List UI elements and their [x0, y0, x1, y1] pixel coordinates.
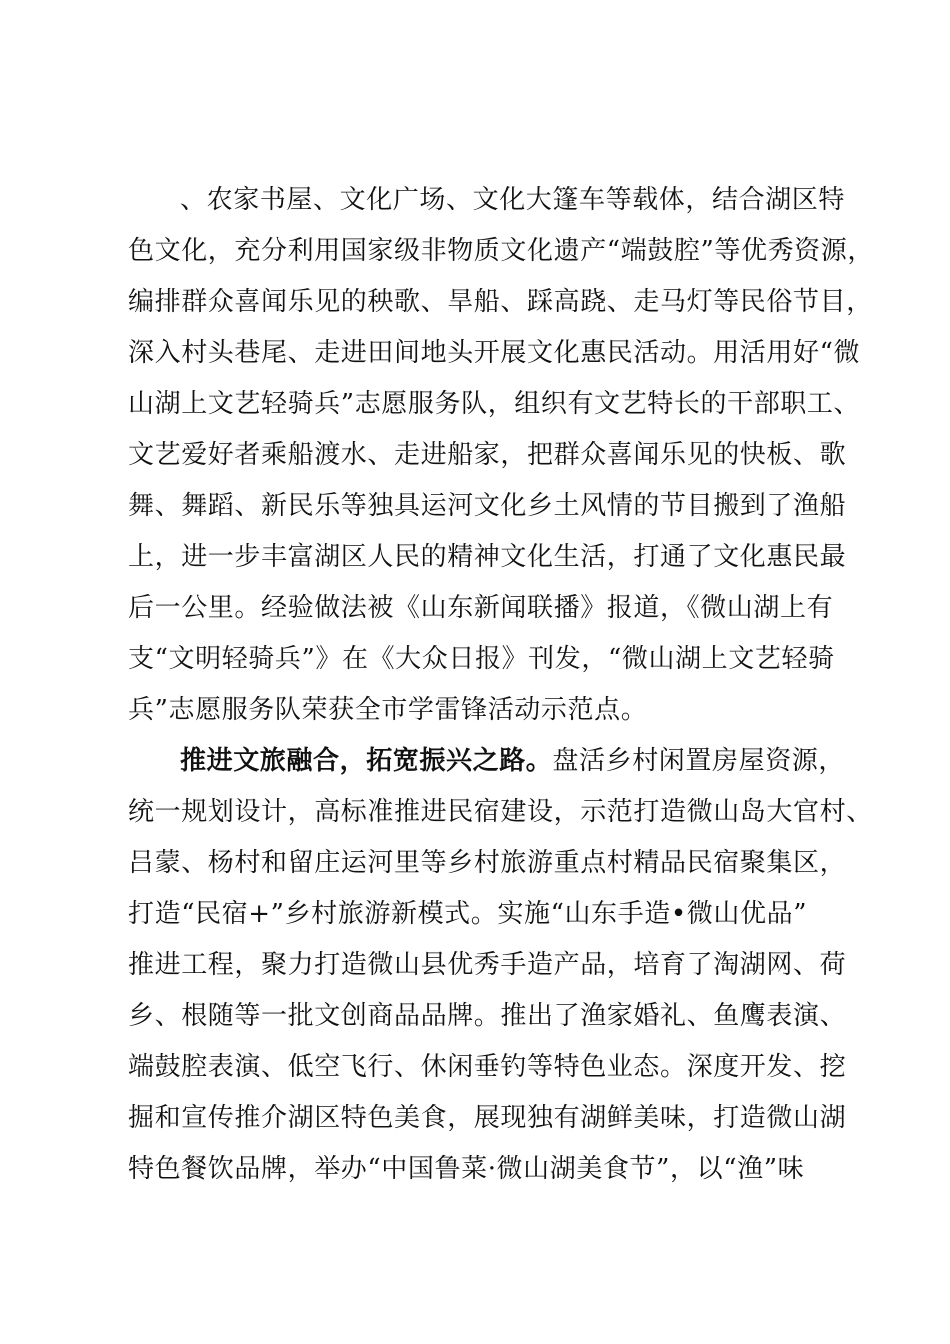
paragraph-1-line-11: 兵”志愿服务队荣获全市学雷锋活动示范点。	[128, 695, 648, 725]
paragraph-2-heading: 推进文旅融合，拓宽振兴之路。	[180, 746, 553, 776]
paragraph-2-line-4: 打造“民宿+”乡村旅游新模式。实施“山东手造•微山优品”	[128, 899, 808, 929]
paragraph-1-line-9: 后一公里。经验做法被《山东新闻联播》报道，《微山湖上有	[128, 593, 834, 623]
paragraph-2-line-3: 吕蒙、杨村和留庄运河里等乡村旅游重点村精品民宿聚集区，	[128, 848, 847, 878]
paragraph-2-line-9: 特色餐饮品牌，举办“中国鲁菜·微山湖美食节”，以“渔”味	[128, 1154, 805, 1184]
paragraph-1-line-6: 文艺爱好者乘船渡水、走进船家，把群众喜闻乐见的快板、歌	[128, 440, 847, 470]
paragraph-2-first-line-rest: 盘活乡村闲置房屋资源，	[552, 746, 846, 776]
paragraph-1-line-1: 、农家书屋、文化广场、文化大篷车等载体，结合湖区特	[180, 185, 846, 215]
paragraph-2-line-7: 端鼓腔表演、低空飞行、休闲垂钓等特色业态。深度开发、挖	[128, 1052, 847, 1082]
paragraph-2-line-8: 掘和宣传推介湖区特色美食，展现独有湖鲜美味，打造微山湖	[128, 1103, 847, 1133]
paragraph-1-line-10: 支“文明轻骑兵”》在《大众日报》刊发，“微山湖上文艺轻骑	[128, 644, 835, 674]
paragraph-1-line-8: 上，进一步丰富湖区人民的精神文化生活，打通了文化惠民最	[128, 542, 847, 572]
paragraph-2-line-5: 推进工程，聚力打造微山县优秀手造产品，培育了淘湖网、荷	[128, 950, 847, 980]
paragraph-1-line-7: 舞、舞蹈、新民乐等独具运河文化乡土风情的节目搬到了渔船	[128, 491, 847, 521]
paragraph-2-line-6: 乡、根随等一批文创商品品牌。推出了渔家婚礼、鱼鹰表演、	[128, 1001, 847, 1031]
paragraph-1-line-4: 深入村头巷尾、走进田间地头开展文化惠民活动。用活用好“微	[128, 338, 861, 368]
paragraph-2-line-2: 统一规划设计，高标准推进民宿建设，示范打造微山岛大官村、	[128, 797, 873, 827]
paragraph-1-line-5: 山湖上文艺轻骑兵”志愿服务队，组织有文艺特长的干部职工、	[128, 389, 861, 419]
paragraph-1-line-2: 色文化，充分利用国家级非物质文化遗产“端鼓腔”等优秀资源，	[128, 236, 874, 266]
paragraph-2-line-1	[180, 744, 910, 778]
paragraph-1-line-3: 编排群众喜闻乐见的秧歌、旱船、踩高跷、走马灯等民俗节目，	[128, 287, 873, 317]
